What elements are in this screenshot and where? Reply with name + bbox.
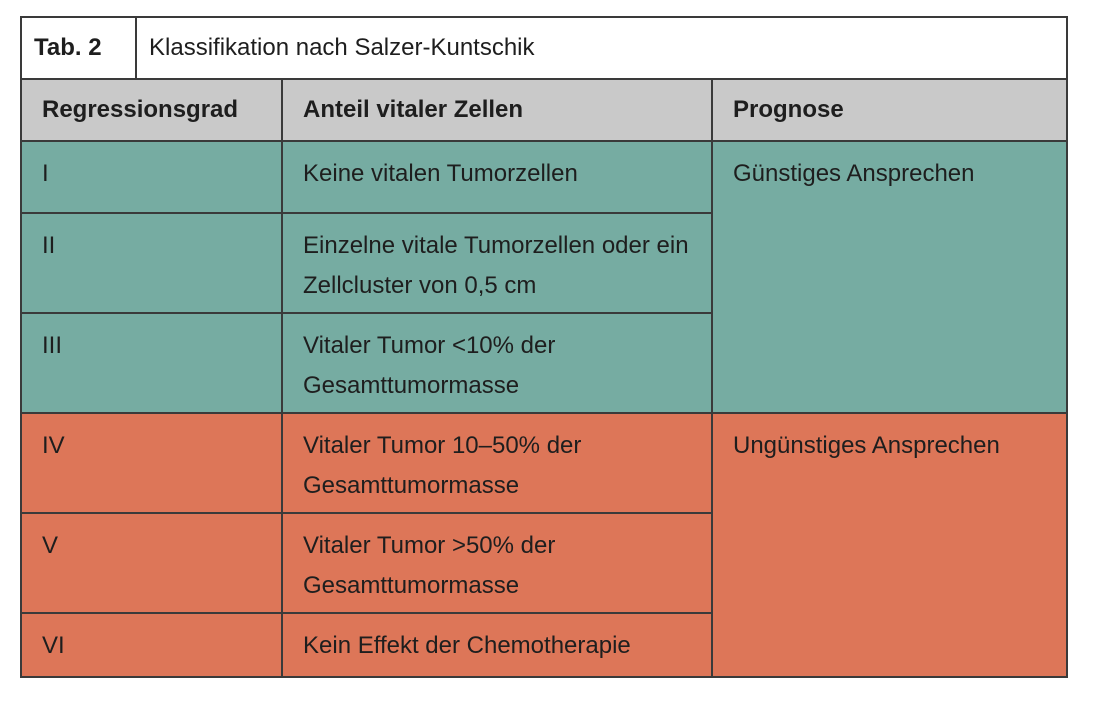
table-caption: Klassifikation nach Salzer-Kuntschik <box>136 17 1067 79</box>
grade-cell: III <box>21 313 282 413</box>
grade-cell: V <box>21 513 282 613</box>
classification-table <box>20 16 1068 678</box>
grade-cell: IV <box>21 413 282 513</box>
header-prognosis: Prognose <box>712 79 1067 141</box>
header-vital-cells: Anteil vitaler Zellen <box>282 79 712 141</box>
grade-cell: I <box>21 141 282 213</box>
prognosis-favorable: Günstiges Ansprechen <box>712 141 1067 413</box>
prognosis-unfavorable: Ungünstiges Ansprechen <box>712 413 1067 677</box>
table-number: Tab. 2 <box>21 17 136 79</box>
grade-cell: II <box>21 213 282 313</box>
table-row <box>21 141 1067 213</box>
table-row <box>21 413 1067 513</box>
header-row <box>21 79 1067 141</box>
vital-cells-cell: Vitaler Tumor >50% der Gesamttumormasse <box>282 513 712 613</box>
vital-cells-cell: Vitaler Tumor <10% der Gesamttumormasse <box>282 313 712 413</box>
header-regressionsgrad: Regressionsgrad <box>21 79 282 141</box>
vital-cells-cell: Kein Effekt der Chemotherapie <box>282 613 712 677</box>
vital-cells-cell: Einzelne vitale Tumorzellen oder ein Zellcluster von 0,5 cm <box>282 213 712 313</box>
vital-cells-cell: Vitaler Tumor 10–50% der Gesamttumormasse <box>282 413 712 513</box>
vital-cells-cell: Keine vitalen Tumorzellen <box>282 141 712 213</box>
caption-row <box>21 17 1067 79</box>
grade-cell: VI <box>21 613 282 677</box>
